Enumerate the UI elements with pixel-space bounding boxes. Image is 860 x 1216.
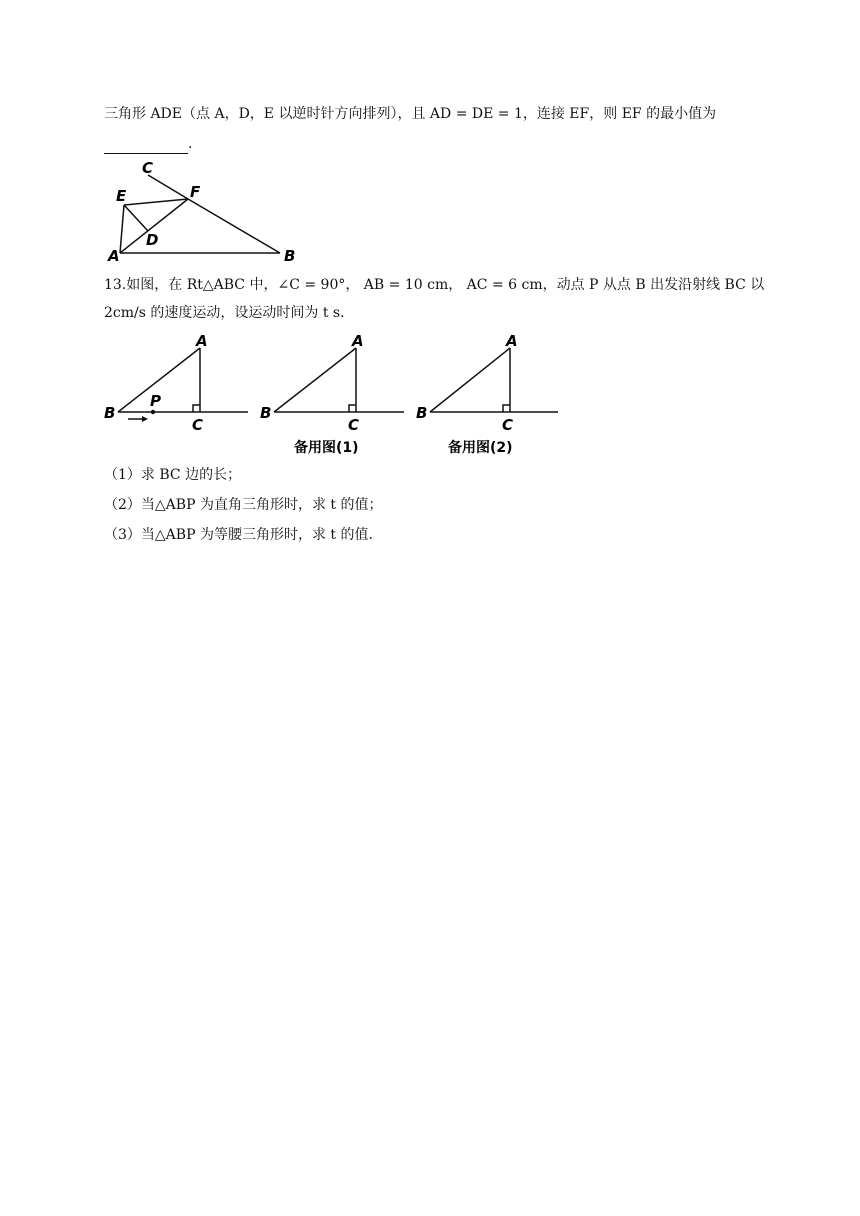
label-b: B (260, 404, 272, 422)
right-angle-mark (503, 405, 510, 412)
segment-cf (148, 175, 188, 199)
figure-main (104, 332, 248, 434)
figure-spare-1 (260, 332, 404, 456)
problem12-line2-end: . (188, 136, 193, 152)
figure-spare-2 (416, 332, 558, 456)
label-d: D (146, 231, 159, 249)
problem13-figures (100, 330, 570, 460)
label-c: C (502, 416, 514, 434)
question-1: （1）求 BC 边的长； (104, 467, 242, 483)
right-angle-mark (193, 405, 200, 412)
problem12-line1: 三角形 ADE（点 A，D，E 以逆时针方向排列），且 AD = DE = 1，连接 EF，则 EF 的最小值为 (104, 106, 717, 122)
question-2: （2）当△ABP 为直角三角形时，求 t 的值； (104, 497, 383, 513)
segment-ed (124, 205, 148, 231)
arrow-head (142, 416, 148, 422)
label-a: A (506, 332, 518, 350)
label-a: A (352, 332, 364, 350)
segment-ef (124, 199, 188, 205)
point-p (151, 410, 155, 414)
label-b: B (104, 404, 116, 422)
problem12-figure (100, 155, 310, 265)
label-a: A (108, 247, 120, 265)
label-b: B (284, 247, 296, 265)
problem12-line2 (104, 134, 192, 154)
label-c: C (142, 159, 154, 177)
label-c: C (192, 416, 204, 434)
segment-fb (188, 199, 280, 253)
label-e: E (116, 187, 127, 205)
right-angle-mark (349, 405, 356, 412)
problem13-line2: 2cm/s 的速度运动，设运动时间为 t s. (104, 305, 345, 321)
caption-spare-2: 备用图(2) (448, 440, 513, 456)
label-b: B (416, 404, 428, 422)
segment-ae (120, 205, 124, 253)
segment-ba (274, 348, 356, 412)
question-3: （3）当△ABP 为等腰三角形时，求 t 的值. (104, 527, 373, 543)
label-f: F (190, 183, 201, 201)
answer-blank (104, 139, 188, 154)
label-c: C (348, 416, 360, 434)
problem13-line1: 13.如图，在 Rt△ABC 中，∠C = 90°， AB = 10 cm， AC = 6 cm，动点 P 从点 B 出发沿射线 BC 以 (104, 277, 765, 293)
label-p: P (150, 392, 161, 410)
caption-spare-1: 备用图(1) (294, 440, 359, 456)
segment-ba (430, 348, 510, 412)
label-a: A (196, 332, 208, 350)
